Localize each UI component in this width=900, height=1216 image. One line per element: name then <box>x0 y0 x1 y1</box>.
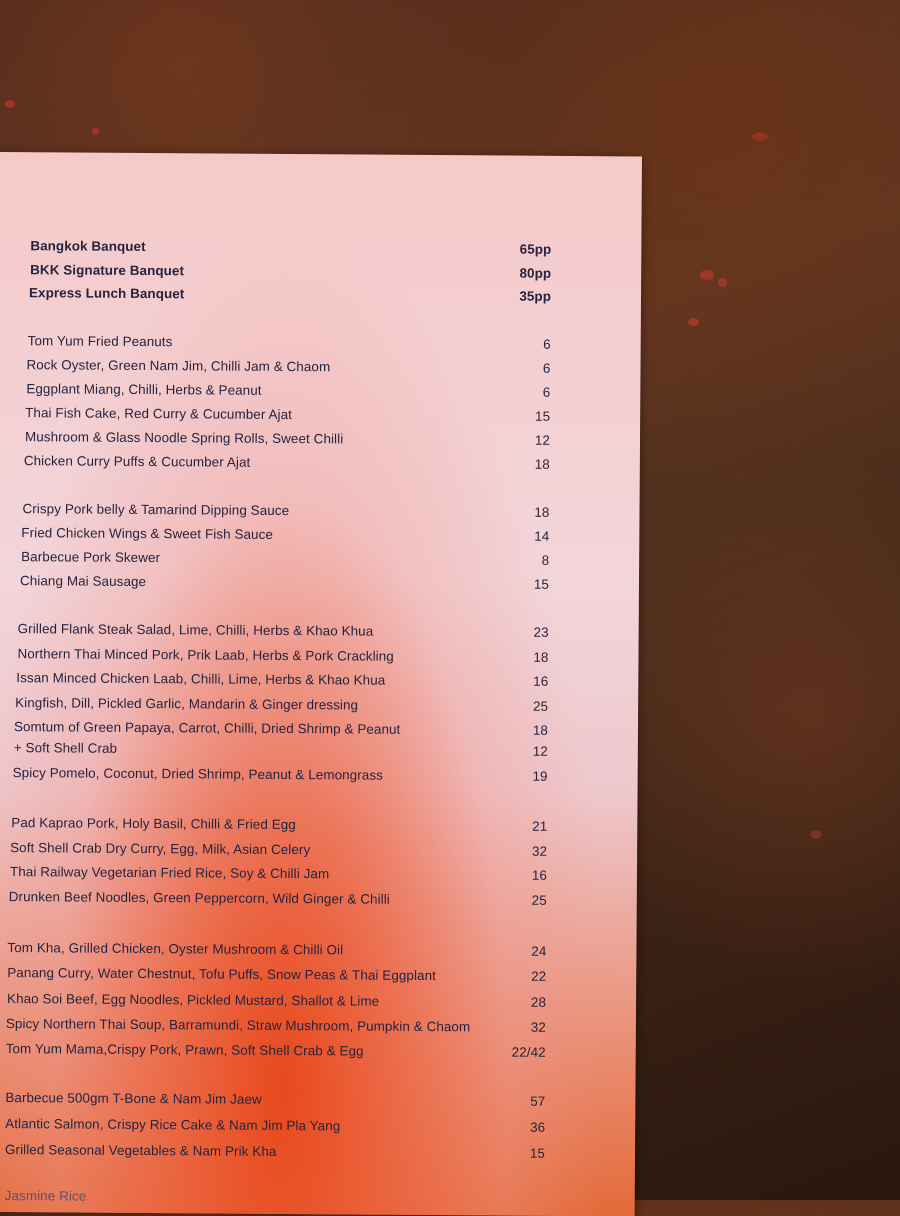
menu-item <box>22 501 549 520</box>
item-price: 18 <box>534 456 550 472</box>
paint-speck <box>752 132 768 141</box>
menu-item <box>13 765 548 784</box>
item-name: Thai Fish Cake, Red Curry & Cucumber Ajat <box>25 405 293 423</box>
menu-item <box>21 549 549 568</box>
item-price: 21 <box>532 818 548 834</box>
menu-item-banquet <box>30 238 551 257</box>
item-name: Tom Yum Mama,Crispy Pork, Prawn, Soft Shell Crab & Egg <box>5 1041 364 1059</box>
item-name: Issan Minced Chicken Laab, Chilli, Lime, Herbs & Khao Khua <box>16 670 386 688</box>
paint-speck <box>688 318 699 326</box>
item-name: Mushroom & Glass Noodle Spring Rolls, Sweet Chilli <box>24 429 344 447</box>
item-price: 15 <box>533 576 550 592</box>
item-name: Grilled Seasonal Vegetables & Nam Prik Kha <box>4 1142 277 1159</box>
item-price: 23 <box>533 624 549 640</box>
menu-item-banquet <box>30 262 551 281</box>
menu-sheet <box>0 152 642 1216</box>
menu-item <box>28 333 551 352</box>
item-name: Panang Curry, Water Chestnut, Tofu Puffs, Snow Peas & Thai Eggplant <box>7 965 437 984</box>
item-price: 35pp <box>519 288 552 304</box>
item-price: 16 <box>533 673 549 689</box>
item-price: 18 <box>532 722 549 738</box>
item-name: Chiang Mai Sausage <box>19 573 147 590</box>
menu-item <box>17 646 548 665</box>
item-name: Crispy Pork belly & Tamarind Dipping Sauce <box>22 501 290 519</box>
menu-item <box>7 991 546 1010</box>
item-name: Tom Kha, Grilled Chicken, Oyster Mushroom & Chilli Oil <box>7 940 344 958</box>
item-price: 80pp <box>519 265 552 281</box>
item-name: Northern Thai Minced Pork, Prik Laab, Herbs & Pork Crackling <box>17 646 394 664</box>
item-price: 16 <box>531 867 548 883</box>
item-name: Pad Kaprao Pork, Holy Basil, Chilli & Fried Egg <box>11 815 296 833</box>
item-price: 32 <box>531 843 548 859</box>
item-name: BKK Signature Banquet <box>30 262 185 279</box>
menu-item <box>25 405 550 424</box>
menu-item <box>14 719 548 738</box>
item-price: 8 <box>541 552 550 568</box>
menu-item <box>21 525 549 544</box>
item-price: 14 <box>534 528 550 544</box>
item-name: Somtum of Green Papaya, Carrot, Chilli, Dried Shrimp & Peanut <box>13 719 401 737</box>
menu-item <box>24 453 550 472</box>
item-name: Eggplant Miang, Chilli, Herbs & Peanut <box>26 381 262 398</box>
paint-speck <box>810 830 822 839</box>
item-name: Thai Railway Vegetarian Fried Rice, Soy & Chilli Jam <box>9 864 330 882</box>
paint-speck <box>92 128 99 135</box>
item-name: Kingfish, Dill, Pickled Garlic, Mandarin & Ginger dressing <box>15 695 359 713</box>
menu-item <box>20 573 549 592</box>
item-name: Tom Yum Fried Peanuts <box>27 333 173 350</box>
menu-item <box>26 381 550 400</box>
menu-item <box>18 621 549 640</box>
menu-item-partial <box>5 1188 545 1207</box>
menu-item <box>15 695 548 714</box>
item-price: 19 <box>532 768 548 784</box>
menu-item <box>6 1016 546 1035</box>
item-name: Soft Shell Crab Dry Curry, Egg, Milk, Asian Celery <box>10 840 311 858</box>
paint-speck <box>700 270 714 280</box>
item-name: Fried Chicken Wings & Sweet Fish Sauce <box>21 525 274 542</box>
item-name: Grilled Flank Steak Salad, Lime, Chilli, Herbs & Khao Khua <box>17 621 374 639</box>
menu-item <box>16 670 548 689</box>
item-name: Spicy Northern Thai Soup, Barramundi, Straw Mushroom, Pumpkin & Chaom <box>5 1016 471 1035</box>
menu-item <box>9 889 547 908</box>
item-name: Rock Oyster, Green Nam Jim, Chilli Jam & Chaom <box>26 357 331 375</box>
item-price: 6 <box>543 336 551 352</box>
menu-item-banquet <box>29 285 551 304</box>
item-price: 12 <box>532 743 548 759</box>
item-name: Spicy Pomelo, Coconut, Dried Shrimp, Peanut & Lemongrass <box>12 765 384 783</box>
item-price: 6 <box>542 360 551 376</box>
menu-item <box>10 864 547 883</box>
item-name: Bangkok Banquet <box>30 238 146 255</box>
item-price: 25 <box>532 698 549 714</box>
paint-speck <box>718 278 727 287</box>
item-price: 65pp <box>519 241 552 257</box>
item-name: Khao Soi Beef, Egg Noodles, Pickled Mustard, Shallot & Lime <box>7 991 380 1009</box>
menu-item <box>26 357 550 376</box>
menu-item <box>10 840 547 859</box>
paint-speck <box>5 100 15 108</box>
item-name: Express Lunch Banquet <box>28 285 185 302</box>
item-price: 22 <box>531 968 547 984</box>
menu-item <box>7 965 546 984</box>
item-name: Atlantic Salmon, Crispy Rice Cake & Nam Jim Pla Yang <box>5 1116 341 1134</box>
menu-item <box>6 1041 546 1060</box>
menu-item <box>5 1116 545 1135</box>
item-price: 22/42 <box>511 1044 546 1060</box>
item-price: 12 <box>534 432 551 448</box>
item-name: Drunken Beef Noodles, Green Peppercorn, Wild Ginger & Chilli <box>8 889 390 907</box>
item-price: 24 <box>531 943 547 959</box>
item-name: Jasmine Rice <box>4 1188 87 1204</box>
menu-item <box>5 1090 545 1109</box>
menu-item-addon <box>14 740 548 759</box>
item-price: 18 <box>533 649 549 665</box>
item-name: Chicken Curry Puffs & Cucumber Ajat <box>23 453 251 470</box>
item-price: 15 <box>535 408 551 424</box>
item-price: 32 <box>530 1019 546 1035</box>
item-price: 57 <box>530 1093 546 1109</box>
item-price: 15 <box>529 1145 546 1161</box>
item-price: 18 <box>534 504 550 520</box>
menu-item <box>25 429 550 448</box>
item-name: + Soft Shell Crab <box>13 740 118 756</box>
item-name: Barbecue Pork Skewer <box>21 549 161 566</box>
item-name: Barbecue 500gm T-Bone & Nam Jim Jaew <box>5 1090 262 1107</box>
item-price: 28 <box>530 994 547 1010</box>
item-price: 6 <box>542 384 551 400</box>
menu-item <box>11 815 547 834</box>
item-price: 25 <box>531 892 547 908</box>
item-price: 36 <box>530 1119 546 1135</box>
menu-item <box>5 1142 545 1161</box>
menu-item <box>7 940 546 959</box>
